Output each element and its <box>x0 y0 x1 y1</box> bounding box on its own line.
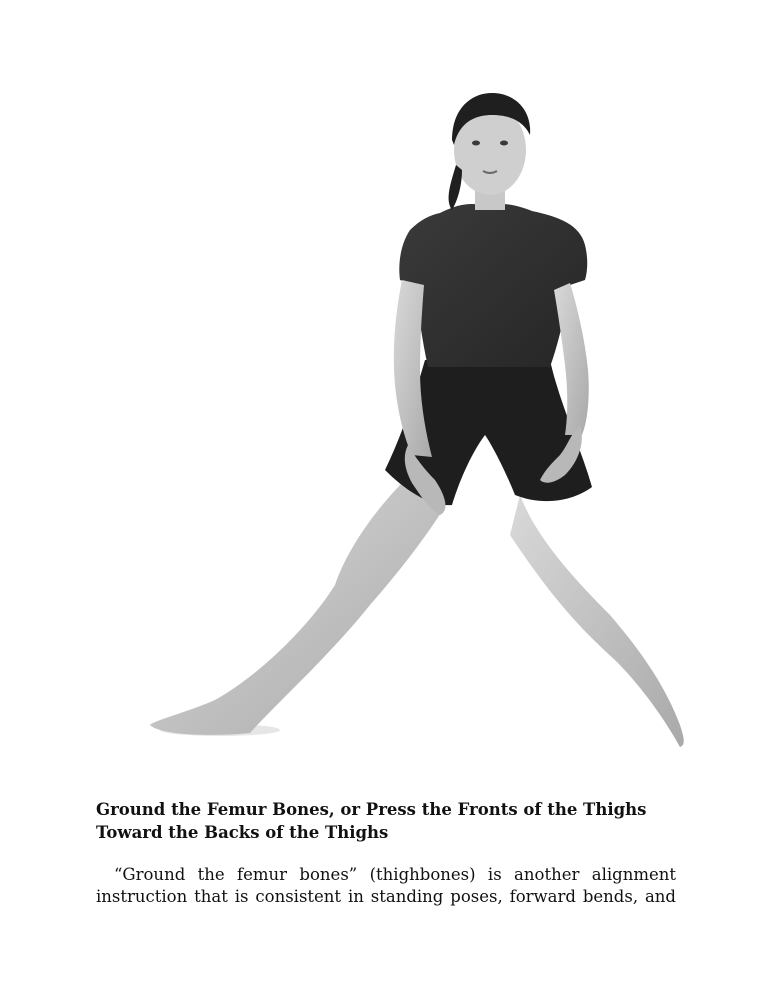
yoga-pose-photo <box>140 85 700 755</box>
person-figure-illustration <box>140 85 700 755</box>
section-heading: Ground the Femur Bones, or Press the Fronts of the Thighs Toward the Backs of the Thighs <box>96 800 647 842</box>
body-paragraph: “Ground the femur bones” (thighbones) is another alignment instruction that is consistent in standing poses, forward bends, and <box>96 865 676 906</box>
